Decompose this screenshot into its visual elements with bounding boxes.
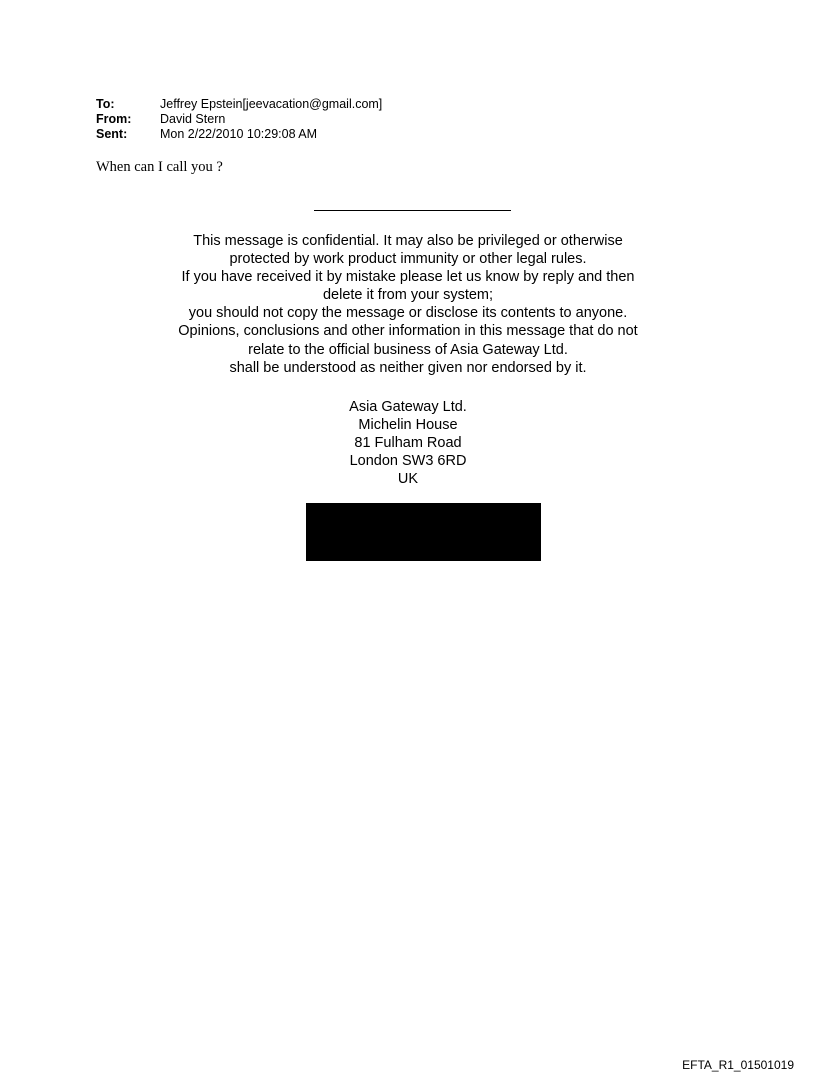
- signature-divider: [314, 210, 511, 211]
- document-id: EFTA_R1_01501019: [682, 1058, 794, 1072]
- message-body: When can I call you ?: [96, 159, 223, 175]
- address-line: London SW3 6RD: [349, 453, 467, 470]
- address-line: UK: [397, 471, 419, 488]
- disclaimer-line: This message is confidential. It may also be privileged or otherwise: [193, 233, 623, 249]
- from-value: David Stern: [160, 112, 226, 126]
- disclaimer-line: Opinions, conclusions and other information in this message that do not: [178, 323, 638, 340]
- address-line: 81 Fulham Road: [354, 435, 462, 452]
- sent-label: Sent:: [96, 127, 128, 141]
- to-label: To:: [96, 97, 115, 111]
- disclaimer-line: you should not copy the message or disclose its contents to anyone.: [188, 305, 628, 322]
- disclaimer-line: shall be understood as neither given nor endorsed by it.: [229, 359, 587, 376]
- redaction-block: [306, 503, 541, 561]
- to-value: Jeffrey Epstein[jeevacation@gmail.com]: [160, 97, 383, 111]
- disclaimer-line: protected by work product immunity or other legal rules.: [229, 251, 587, 268]
- to-row: [96, 97, 382, 112]
- disclaimer-line: relate to the official business of Asia Gateway Ltd.: [248, 341, 568, 358]
- from-label: From:: [96, 112, 132, 126]
- sent-value: Mon 2/22/2010 10:29:08 AM: [160, 127, 318, 141]
- company-address: [258, 398, 558, 488]
- disclaimer-line: delete it from your system;: [322, 287, 494, 304]
- disclaimer-line: If you have received it by mistake please let us know by reply and then: [181, 269, 635, 286]
- sent-row: [96, 127, 382, 142]
- address-line: Michelin House: [358, 417, 458, 434]
- from-row: [96, 112, 382, 127]
- address-line: Asia Gateway Ltd.: [349, 399, 467, 415]
- email-header: [96, 97, 382, 142]
- confidentiality-disclaimer: [108, 232, 708, 377]
